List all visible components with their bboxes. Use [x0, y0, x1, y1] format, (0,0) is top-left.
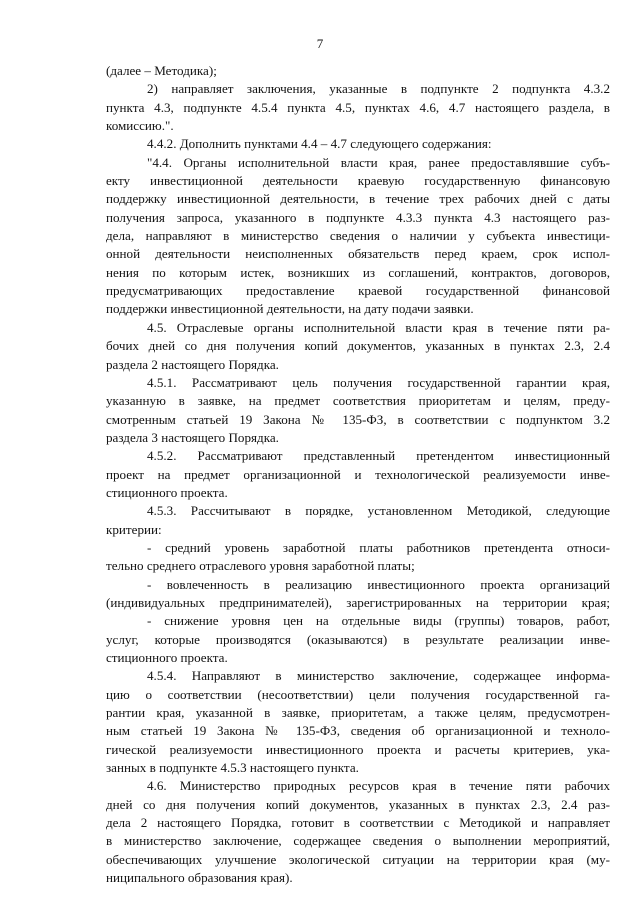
text-line: раздела 3 настоящего Порядка. [106, 429, 279, 445]
text-line: получения запроса, указанного в подпункте 4.3.3 пункта 4.3 настоящего раз- [106, 209, 610, 225]
text-line: (далее – Методика); [106, 63, 217, 78]
text-line: услуг, которые производятся (оказываются) в результате реализации инве- [106, 631, 610, 647]
text-line: цию о соответствии (несоответствии) цели получения государственной га- [106, 686, 610, 702]
text-line: указанную в заявке, на предмет соответствия приоритетам и целям, преду- [106, 393, 610, 409]
text-line: - вовлеченность в реализацию инвестиционного проекта организаций [147, 576, 610, 592]
text-line: - средний уровень заработной платы работников претендента относи- [147, 539, 610, 555]
text-line: "4.4. Органы исполнительной власти края, ранее предоставлявшие субъ- [147, 154, 610, 170]
text-line: поддержку инвестиционной деятельности, в течение трех рабочих дней с даты [106, 191, 610, 207]
text-line: - снижение уровня цен на отдельные виды (группы) товаров, работ, [147, 613, 610, 629]
text-line: ниципального образования края). [106, 870, 293, 886]
text-line: дней со дня получения копий документов, указанных в пунктах 2.3, 2.4 раз- [106, 796, 610, 812]
page-number: 7 [316, 36, 324, 51]
text-line: нения по которым истек, возникших из соглашений, контрактов, договоров, [106, 264, 610, 280]
text-line: бочих дней со дня получения копий документов, указанных в пунктах 2.3, 2.4 [106, 338, 610, 354]
text-line: 4.5. Отраслевые органы исполнительной власти края в течение пяти ра- [147, 319, 610, 335]
text-line: пункта 4.3, подпункте 4.5.4 пункта 4.5, пунктах 4.6, 4.7 настоящего раздела, в [106, 99, 610, 115]
text-line: раздела 2 настоящего Порядка. [106, 356, 279, 372]
text-line: дела, направляют в министерство сведения о наличии у субъекта инвестици- [106, 228, 610, 244]
text-line: стиционного проекта. [106, 650, 228, 665]
text-line: (индивидуальных предпринимателей), зарегистрированных на территории края; [106, 594, 610, 610]
text-line: 4.5.3. Рассчитывают в порядке, установленном Методикой, следующие [147, 503, 610, 519]
text-line: ным статьей 19 Закона № 135-ФЗ, сведения об организационной и техноло- [106, 723, 610, 739]
text-line: рантии края, указанной в заявке, приоритетам, а также целям, предусмотрен- [106, 705, 610, 721]
text-line: в министерство заключение, содержащее сведения о выполнении мероприятий, [106, 833, 610, 849]
text-line: гической реализуемости инвестиционного проекта и расчеты критериев, ука- [106, 741, 610, 757]
text-line: 4.5.1. Рассматривают цель получения государственной гарантии края, [147, 374, 610, 390]
document-body [106, 62, 610, 887]
text-line: онной деятельности неисполненных обязательств перед краем, срок испол- [106, 246, 610, 262]
text-line: 4.6. Министерство природных ресурсов края в течение пяти рабочих [147, 778, 610, 794]
text-line: 4.5.2. Рассматривают представленный претендентом инвестиционный [147, 448, 610, 464]
text-line: стиционного проекта. [106, 484, 228, 500]
text-line: комиссию.". [106, 118, 174, 134]
text-line: тельно среднего отраслевого уровня заработной платы; [106, 558, 415, 574]
text-line: занных в подпункте 4.5.3 настоящего пункта. [106, 760, 359, 776]
text-line: критерии: [106, 521, 162, 537]
text-line: 2) направляет заключения, указанные в подпункте 2 подпункта 4.3.2 [147, 81, 610, 97]
text-line: смотренным статьей 19 Закона № 135-ФЗ, в соответствии с подпунктом 3.2 [106, 411, 610, 427]
text-line: 4.5.4. Направляют в министерство заключение, содержащее информа- [147, 668, 610, 684]
text-line: проект на предмет организационной и технологической реализуемости инве- [106, 466, 610, 482]
text-line: дела 2 настоящего Порядка, готовит в соответствии с Методикой и направляет [106, 815, 610, 831]
text-line: предусматривающих предоставление краевой государственной финансовой [106, 283, 610, 299]
text-line: 4.4.2. Дополнить пунктами 4.4 – 4.7 следующего содержания: [147, 136, 492, 152]
text-line: поддержки инвестиционной деятельности, на дату подачи заявки. [106, 301, 474, 317]
text-line: обеспечивающих улучшение экологической ситуации на территории края (му- [106, 851, 610, 867]
text-line: екту инвестиционной деятельности краевую государственную финансовую [106, 173, 610, 189]
